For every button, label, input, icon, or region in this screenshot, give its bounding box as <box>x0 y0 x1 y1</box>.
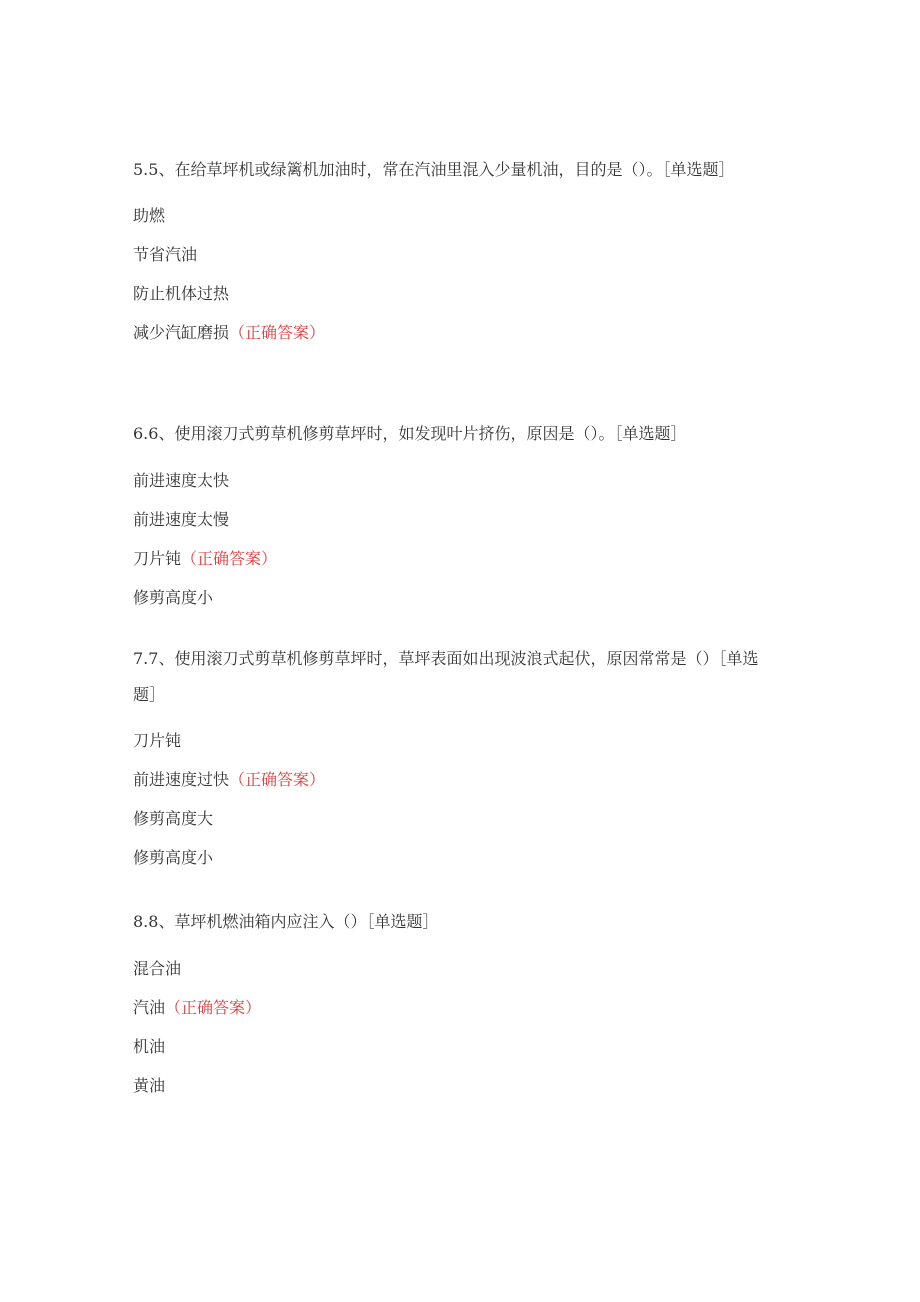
question-title: 7.7、使用滚刀式剪草机修剪草坪时，草坪表面如出现波浪式起伏，原因常常是（）［单选题］ <box>133 649 759 704</box>
option-b <box>133 988 763 1027</box>
option-text: 修剪高度大 <box>133 809 214 828</box>
option-text: 修剪高度小 <box>133 588 214 607</box>
option-d <box>133 578 763 617</box>
option-text: 黄油 <box>133 1076 166 1095</box>
option-text: 前进速度太快 <box>133 471 230 490</box>
option-text: 前进速度过快 <box>133 770 230 789</box>
option-list <box>133 461 763 617</box>
option-a <box>133 721 763 760</box>
question-7 <box>133 641 763 877</box>
option-c <box>133 539 763 578</box>
question-8 <box>133 904 763 1105</box>
question-title: 6.6、使用滚刀式剪草机修剪草坪时，如发现叶片挤伤，原因是（）。［单选题］ <box>133 424 687 443</box>
question-5 <box>133 152 763 352</box>
option-b <box>133 760 763 799</box>
option-text: 防止机体过热 <box>133 284 230 303</box>
option-c <box>133 274 763 313</box>
option-text: 助燃 <box>133 206 166 225</box>
option-c <box>133 799 763 838</box>
question-title: 8.8、草坪机燃油箱内应注入（）［单选题］ <box>133 912 439 931</box>
option-text: 减少汽缸磨损 <box>133 323 230 342</box>
option-text: 汽油 <box>133 998 166 1017</box>
option-c <box>133 1027 763 1066</box>
correct-answer-mark: （正确答案） <box>165 998 262 1017</box>
option-d <box>133 838 763 877</box>
option-b <box>133 235 763 274</box>
option-list <box>133 949 763 1105</box>
option-list <box>133 196 763 352</box>
correct-answer-mark: （正确答案） <box>229 770 326 789</box>
correct-answer-mark: （正确答案） <box>181 549 278 568</box>
option-text: 刀片钝 <box>133 549 182 568</box>
option-list <box>133 721 763 877</box>
correct-answer-mark: （正确答案） <box>229 323 326 342</box>
option-text: 修剪高度小 <box>133 848 214 867</box>
option-text: 机油 <box>133 1037 166 1056</box>
option-text: 混合油 <box>133 959 182 978</box>
option-d <box>133 313 763 352</box>
option-text: 节省汽油 <box>133 245 198 264</box>
question-title: 5.5、在给草坪机或绿篱机加油时，常在汽油里混入少量机油，目的是（）。［单选题］ <box>133 160 735 179</box>
option-a <box>133 949 763 988</box>
option-a <box>133 461 763 500</box>
option-a <box>133 196 763 235</box>
option-text: 刀片钝 <box>133 731 182 750</box>
option-b <box>133 500 763 539</box>
option-text: 前进速度太慢 <box>133 510 230 529</box>
option-d <box>133 1066 763 1105</box>
question-6 <box>133 416 763 617</box>
